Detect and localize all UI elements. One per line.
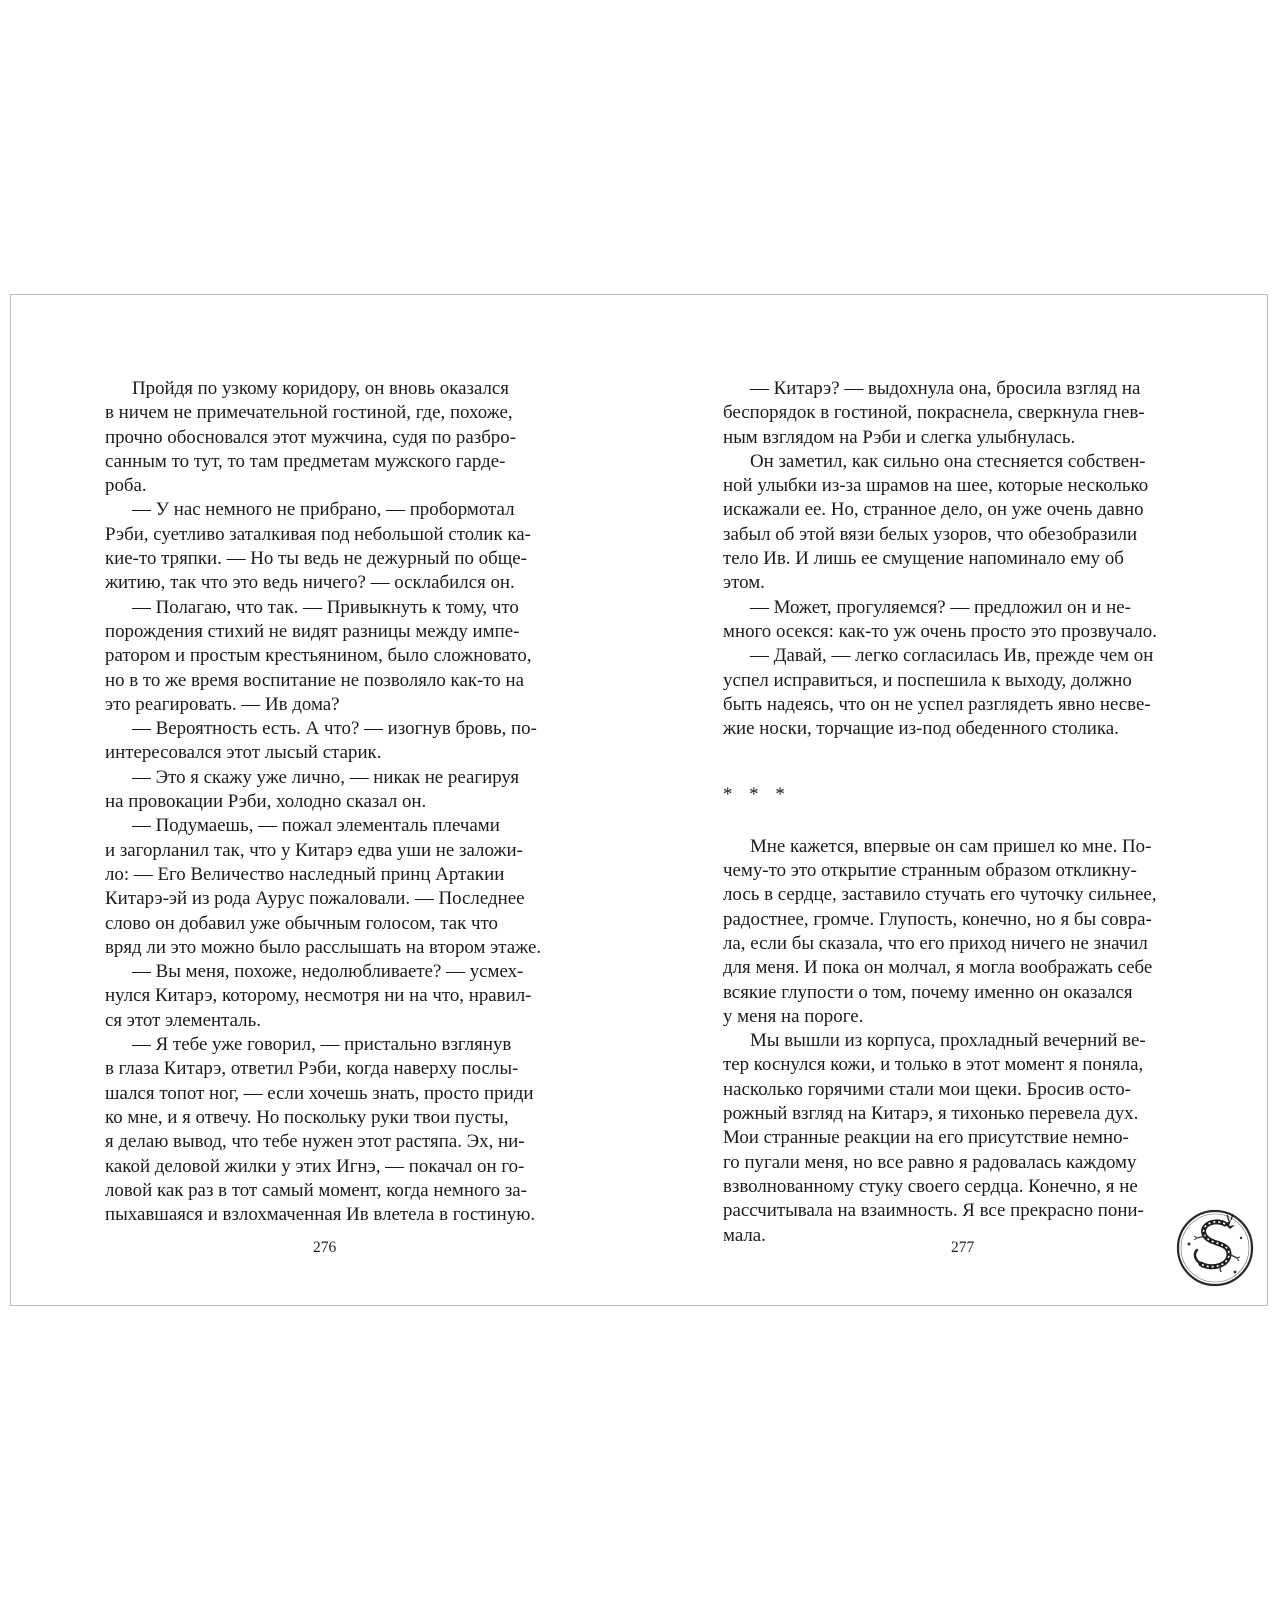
paragraph: — Полагаю, что так. — Привыкнуть к тому, что порождения стихий не видят разницы между импе- ратором и простым крестьянином, было сложновато, но в то же время воспитание не позволяло как-то на это реагировать. — Ив дома? xyxy=(105,596,532,715)
paragraph: — Давай, — легко согласилась Ив, прежде чем он успел исправиться, и поспешила к выходу, должно быть надеясь, что он не успел разглядеть явно несве- жие носки, торчащие из-под обеденного столика. xyxy=(723,645,1154,740)
paragraph: — Вероятность есть. А что? — изогнув бровь, по- интересовался этот лысый старик. xyxy=(105,718,537,764)
right-page-text xyxy=(723,377,1178,1248)
paragraph: — Вы меня, похоже, недолюбливаете? — усмех- нулся Китарэ, которому, несмотря ни на что, нравил- ся этот элементаль. xyxy=(105,961,532,1031)
book-spread xyxy=(10,294,1268,1306)
paragraph: Мы вышли из корпуса, прохладный вечерний ве- тер коснулся кожи, и только в этот момент я поняла, насколько горячими стали мои щеки. Бросив осто- рожный взгляд на Китарэ, я тихонько перевела дух. Мои странные реакции на его присутствие немно- го пугали меня, но все равно я радовалась каждому взволнованному стуку своего сердца. Конечно, я не рассчитывала на взаимность. Я все прекрасно пони- мала. xyxy=(723,1030,1146,1246)
section-break: * * * xyxy=(723,784,791,806)
paragraph: Пройдя по узкому коридору, он вновь оказался в ничем не примечательной гостиной, где, похоже, прочно обосновался этот мужчина, судя по разбро- санным то тут, то там предметам мужского гарде- роба. xyxy=(105,378,516,497)
paragraph: — Это я скажу уже лично, — никак не реагируя на провокации Рэби, холодно сказал он. xyxy=(105,766,520,813)
page-number-right: 277 xyxy=(951,1239,975,1256)
paragraph: — Китарэ? — выдохнула она, бросила взгляд на беспорядок в гостиной, покраснела, сверкнула гнев- ным взглядом на Рэби и слегка улыбнулась. xyxy=(723,378,1145,448)
paragraph: — Может, прогуляемся? — предложил он и не- много осекся: как-то уж очень просто это прозвучало. xyxy=(723,596,1157,642)
paragraph: Он заметил, как сильно она стесняется собствен- ной улыбки из-за шрамов на шее, которые несколько искажали ее. Но, странное дело, он уже очень давно забыл об этой вязи белых узоров, что обезобразили тело Ив. И лишь ее смущение напоминало ему об этом. xyxy=(723,450,1149,594)
left-page-text xyxy=(105,377,560,1227)
paragraph: — Подумаешь, — пожал элементаль плечами и загорланил так, что у Китарэ едва уши не заложи- ло: — Его Величество наследный принц Артакии Китарэ-эй из рода Аурус пожаловали. — Последнее слово он добавил уже обычным голосом, так что вряд ли это можно было расслышать на втором этаже. xyxy=(105,815,542,958)
paragraph: Мне кажется, впервые он сам пришел ко мне. По- чему-то это открытие странным образом откликну- лось в сердце, заставило стучать его чуточку сильнее, радостнее, громче. Глупость, конечно, но я бы совра- ла, если бы сказала, что его приход ничего не значил для меня. И пока он молчал, я могла воображать себе всякие глупости о том, почему именно он оказался у меня на пороге. xyxy=(723,835,1157,1027)
paragraph: — Я тебе уже говорил, — пристально взглянув в глаза Китарэ, ответил Рэби, когда наверху послы- шался топот ног, — если хочешь знать, просто приди ко мне, и я отвечу. Но поскольку руки твои пусты, я делаю вывод, что тебе нужен этот растяпа. Эх, ни- какой деловой жилки у этих Игнэ, — покачал он го- ловой как раз в тот самый момент, когда немного за- пыхавшаяся и взлохмаченная Ив влетела в гостиную. xyxy=(105,1034,536,1226)
paragraph: — У нас немного не прибрано, — пробормотал Рэби, суетливо заталкивая под небольшой столик ка- кие-то тряпки. — Но ты ведь не дежурный по обще- житию, так что это ведь ничего? — осклабился он. xyxy=(105,499,531,594)
serpent-dragon-emblem-icon xyxy=(1175,1208,1255,1288)
page-number-left: 276 xyxy=(313,1239,337,1256)
